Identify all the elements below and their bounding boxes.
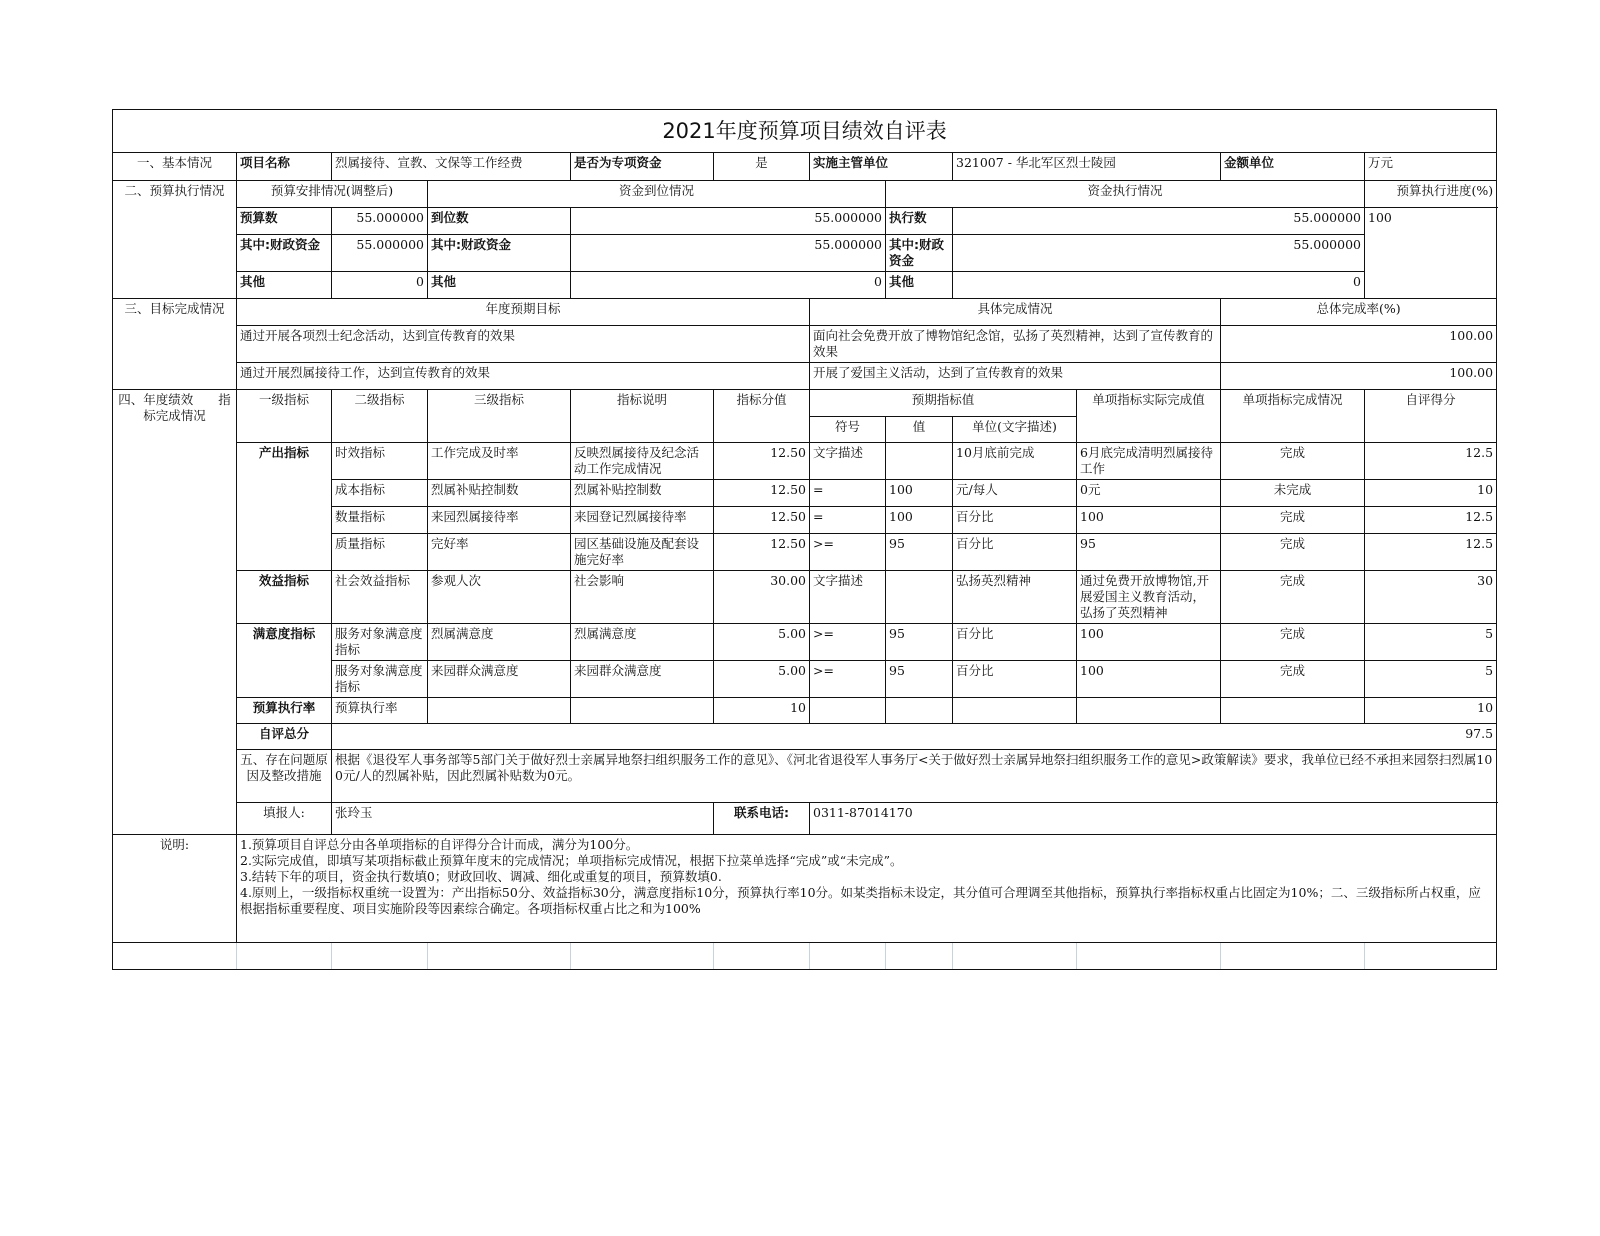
- contact-phone-value: 0311-87014170: [810, 803, 1497, 835]
- output-indicator-group: 产出指标: [237, 443, 332, 571]
- indicator-description: 社会影响: [571, 571, 714, 624]
- blank-cell: [1077, 943, 1221, 970]
- indicator-value: [886, 698, 953, 724]
- indicator-level2: 服务对象满意度指标: [332, 624, 428, 661]
- indicator-level3: 参观人次: [428, 571, 571, 624]
- indicator-value: 95: [886, 661, 953, 698]
- section-basic-label: 一、基本情况: [113, 153, 237, 181]
- execution-amount-value: 55.000000: [953, 208, 1365, 235]
- benefit-indicator-group: 效益指标: [237, 571, 332, 624]
- execution-fiscal-value: 55.000000: [953, 235, 1365, 272]
- execution-amount-label: 执行数: [886, 208, 953, 235]
- indicator-level2: 数量指标: [332, 507, 428, 534]
- arrival-other-value: 0: [571, 272, 886, 299]
- indicator-actual: 6月底完成清明烈属接待工作: [1077, 443, 1221, 480]
- indicator-description: 反映烈属接待及纪念活动工作完成情况: [571, 443, 714, 480]
- indicator-status: 完成: [1221, 507, 1365, 534]
- project-name-value: 烈属接待、宣教、文保等工作经费: [332, 153, 571, 181]
- blank-cell: [237, 943, 332, 970]
- indicator-self-score: 12.5: [1365, 507, 1497, 534]
- budget-amount-value: 55.000000: [332, 208, 428, 235]
- section-budget-label: 二、预算执行情况: [113, 181, 237, 299]
- indicator-unit: 百分比: [953, 507, 1077, 534]
- section-goals-label: 三、目标完成情况: [113, 299, 237, 390]
- indicator-actual: 通过免费开放博物馆,开展爱国主义教育活动，弘扬了英烈精神: [1077, 571, 1221, 624]
- indicator-symbol: >=: [810, 624, 886, 661]
- indicator-self-score: 10: [1365, 698, 1497, 724]
- fund-arrival-header: 资金到位情况: [428, 181, 886, 208]
- indicator-score: 12.50: [714, 443, 810, 480]
- completion-status-header: 单项指标完成情况: [1221, 390, 1365, 443]
- arrival-amount-label: 到位数: [428, 208, 571, 235]
- authority-value: 321007 - 华北军区烈士陵园: [953, 153, 1221, 181]
- actual-completion-header: 具体完成情况: [810, 299, 1221, 326]
- indicator-symbol: >=: [810, 534, 886, 571]
- indicator-score: 5.00: [714, 624, 810, 661]
- amount-unit-value: 万元: [1365, 153, 1497, 181]
- execution-other-label: 其他: [886, 272, 953, 299]
- arrival-fiscal-value: 55.000000: [571, 235, 886, 272]
- budget-progress-value: 100: [1365, 208, 1497, 299]
- level1-indicator-header: 一级指标: [237, 390, 332, 443]
- section-problems-label: 五、存在问题原因及整改措施: [237, 750, 332, 803]
- unit-header: 单位(文字描述): [953, 417, 1077, 443]
- note-line: 1.预算项目自评总分由各单项指标的自评得分合计而成，满分为100分。: [240, 837, 639, 852]
- authority-label: 实施主管单位: [810, 153, 953, 181]
- budget-fiscal-value: 55.000000: [332, 235, 428, 272]
- arrival-other-label: 其他: [428, 272, 571, 299]
- blank-cell: [714, 943, 810, 970]
- indicator-self-score: 5: [1365, 624, 1497, 661]
- indicator-unit: 元/每人: [953, 480, 1077, 507]
- indicator-value: 100: [886, 480, 953, 507]
- blank-cell: [1221, 943, 1365, 970]
- indicator-unit: 弘扬英烈精神: [953, 571, 1077, 624]
- annual-goal-text: 通过开展各项烈士纪念活动，达到宣传教育的效果: [237, 326, 810, 363]
- performance-self-evaluation-table: [112, 109, 1497, 970]
- value-header: 值: [886, 417, 953, 443]
- indicator-symbol: =: [810, 480, 886, 507]
- indicator-unit: 10月底前完成: [953, 443, 1077, 480]
- indicator-value: 95: [886, 534, 953, 571]
- indicator-value: [886, 571, 953, 624]
- arrival-fiscal-label: 其中:财政资金: [428, 235, 571, 272]
- indicator-self-score: 10: [1365, 480, 1497, 507]
- filler-label: 填报人:: [237, 803, 332, 835]
- indicator-level3: 烈属满意度: [428, 624, 571, 661]
- indicator-level2: 成本指标: [332, 480, 428, 507]
- indicator-symbol: 文字描述: [810, 443, 886, 480]
- problems-text: 根据《退役军人事务部等5部门关于做好烈士亲属异地祭扫组织服务工作的意见》、《河北省退役军人事务厅<关于做好烈士亲属异地祭扫组织服务工作的意见>政策解读》要求，我单位已经不承担来园祭扫烈属100元/人的烈属补贴，因此烈属补贴数为0元。: [332, 750, 1497, 803]
- indicator-level3: [428, 698, 571, 724]
- indicator-level2: 预算执行率: [332, 698, 428, 724]
- indicator-status: 完成: [1221, 534, 1365, 571]
- budget-other-value: 0: [332, 272, 428, 299]
- blank-cell: [953, 943, 1077, 970]
- fund-execution-header: 资金执行情况: [886, 181, 1365, 208]
- contact-phone-label: 联系电话:: [714, 803, 810, 835]
- indicator-actual: 100: [1077, 507, 1221, 534]
- indicator-description: 烈属满意度: [571, 624, 714, 661]
- budget-fiscal-label: 其中:财政资金: [237, 235, 332, 272]
- indicator-score: 12.50: [714, 534, 810, 571]
- completion-rate-value: 100.00: [1221, 363, 1497, 390]
- indicator-level2: 时效指标: [332, 443, 428, 480]
- actual-value-header: 单项指标实际完成值: [1077, 390, 1221, 443]
- blank-cell: [886, 943, 953, 970]
- special-fund-label: 是否为专项资金: [571, 153, 714, 181]
- indicator-self-score: 30: [1365, 571, 1497, 624]
- indicator-symbol: =: [810, 507, 886, 534]
- execution-fiscal-label: 其中:财政资金: [886, 235, 953, 272]
- blank-cell: [428, 943, 571, 970]
- blank-cell: [113, 943, 237, 970]
- indicator-actual: 0元: [1077, 480, 1221, 507]
- blank-cell: [571, 943, 714, 970]
- indicator-self-score: 12.5: [1365, 443, 1497, 480]
- indicator-self-score: 12.5: [1365, 534, 1497, 571]
- indicator-score-header: 指标分值: [714, 390, 810, 443]
- level2-indicator-header: 二级指标: [332, 390, 428, 443]
- indicator-unit: [953, 698, 1077, 724]
- annual-goal-header: 年度预期目标: [237, 299, 810, 326]
- indicator-symbol: >=: [810, 661, 886, 698]
- indicator-level3: 工作完成及时率: [428, 443, 571, 480]
- indicator-level3: 完好率: [428, 534, 571, 571]
- completion-rate-header: 总体完成率(%): [1221, 299, 1497, 326]
- indicator-actual: [1077, 698, 1221, 724]
- indicator-score: 10: [714, 698, 810, 724]
- special-fund-value: 是: [714, 153, 810, 181]
- indicator-score: 5.00: [714, 661, 810, 698]
- indicator-level2: 服务对象满意度指标: [332, 661, 428, 698]
- symbol-header: 符号: [810, 417, 886, 443]
- indicator-status: [1221, 698, 1365, 724]
- indicator-description: [571, 698, 714, 724]
- total-score-label: 自评总分: [237, 724, 332, 750]
- indicator-status: 完成: [1221, 443, 1365, 480]
- indicator-description: 来园群众满意度: [571, 661, 714, 698]
- budget-arrangement-header: 预算安排情况(调整后): [237, 181, 428, 208]
- indicator-score: 30.00: [714, 571, 810, 624]
- indicator-level2: 质量指标: [332, 534, 428, 571]
- notes-text: [237, 835, 1497, 943]
- sheet-title: 2021年度预算项目绩效自评表: [113, 110, 1497, 153]
- budget-progress-header: 预算执行进度(%): [1365, 181, 1497, 208]
- indicator-description: 烈属补贴控制数: [571, 480, 714, 507]
- indicator-unit: 百分比: [953, 624, 1077, 661]
- indicator-symbol: 文字描述: [810, 571, 886, 624]
- budget-rate-indicator-group: 预算执行率: [237, 698, 332, 724]
- indicator-level2: 社会效益指标: [332, 571, 428, 624]
- indicator-description-header: 指标说明: [571, 390, 714, 443]
- self-score-header: 自评得分: [1365, 390, 1497, 443]
- note-line: 2.实际完成值，即填写某项指标截止预算年度末的完成情况；单项指标完成情况，根据下拉菜单选择“完成”或“未完成”。: [240, 853, 903, 868]
- indicator-level3: 烈属补贴控制数: [428, 480, 571, 507]
- budget-other-label: 其他: [237, 272, 332, 299]
- indicator-status: 完成: [1221, 571, 1365, 624]
- indicator-status: 完成: [1221, 661, 1365, 698]
- project-name-label: 项目名称: [237, 153, 332, 181]
- annual-goal-text: 通过开展烈属接待工作，达到宣传教育的效果: [237, 363, 810, 390]
- indicator-symbol: [810, 698, 886, 724]
- indicator-unit: 百分比: [953, 534, 1077, 571]
- blank-cell: [332, 943, 428, 970]
- indicator-value: 95: [886, 624, 953, 661]
- satisfaction-indicator-group: 满意度指标: [237, 624, 332, 698]
- indicator-value: 100: [886, 507, 953, 534]
- indicator-level3: 来园烈属接待率: [428, 507, 571, 534]
- section-indicators-label: 四、年度绩效 指标完成情况: [113, 390, 237, 835]
- indicator-self-score: 5: [1365, 661, 1497, 698]
- amount-unit-label: 金额单位: [1221, 153, 1365, 181]
- actual-completion-text: 开展了爱国主义活动，达到了宣传教育的效果: [810, 363, 1221, 390]
- indicator-value: [886, 443, 953, 480]
- note-line: 3.结转下年的项目，资金执行数填0；财政回收、调减、细化或重复的项目，预算数填0.: [240, 869, 722, 884]
- filler-name: 张玲玉: [332, 803, 714, 835]
- blank-cell: [1365, 943, 1497, 970]
- note-line: 4.原则上，一级指标权重统一设置为：产出指标50分、效益指标30分，满意度指标10分，预算执行率10分。如某类指标未设定，其分值可合理调至其他指标，预算执行率指标权重占比固定为10%；二、三级指标所占权重，应根据指标重要程度、项目实施阶段等因素综合确定。各项指标权重占比之和为100%: [240, 885, 1481, 916]
- indicator-level3: 来园群众满意度: [428, 661, 571, 698]
- execution-other-value: 0: [953, 272, 1365, 299]
- indicator-actual: 95: [1077, 534, 1221, 571]
- indicator-score: 12.50: [714, 480, 810, 507]
- completion-rate-value: 100.00: [1221, 326, 1497, 363]
- indicator-status: 未完成: [1221, 480, 1365, 507]
- indicator-actual: 100: [1077, 661, 1221, 698]
- indicator-status: 完成: [1221, 624, 1365, 661]
- notes-label: 说明:: [113, 835, 237, 943]
- arrival-amount-value: 55.000000: [571, 208, 886, 235]
- indicator-score: 12.50: [714, 507, 810, 534]
- expected-value-header: 预期指标值: [810, 390, 1077, 417]
- indicator-unit: 百分比: [953, 661, 1077, 698]
- level3-indicator-header: 三级指标: [428, 390, 571, 443]
- actual-completion-text: 面向社会免费开放了博物馆纪念馆，弘扬了英烈精神，达到了宣传教育的效果: [810, 326, 1221, 363]
- indicator-description: 来园登记烈属接待率: [571, 507, 714, 534]
- total-score-value: 97.5: [332, 724, 1497, 750]
- indicator-actual: 100: [1077, 624, 1221, 661]
- blank-cell: [810, 943, 886, 970]
- indicator-description: 园区基础设施及配套设施完好率: [571, 534, 714, 571]
- budget-amount-label: 预算数: [237, 208, 332, 235]
